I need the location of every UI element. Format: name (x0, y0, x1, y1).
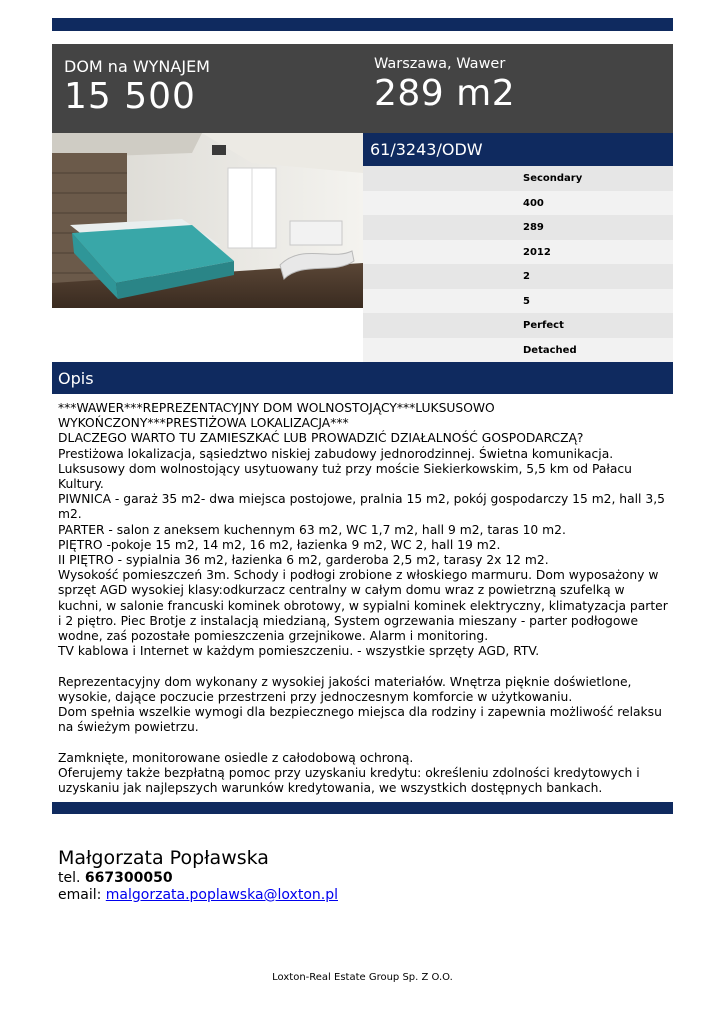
listing-header (52, 44, 673, 133)
offer-type: DOM na WYNAJEM (64, 57, 210, 76)
top-accent-bar (52, 18, 673, 31)
agent-name: Małgorzata Popławska (58, 847, 269, 869)
description-body (58, 401, 668, 796)
email-label: email: (58, 887, 102, 903)
description-title: Opis (58, 369, 94, 388)
phone-label: tel. (58, 870, 81, 886)
location: Warszawa, Wawer (374, 56, 506, 72)
reference-bar (363, 133, 673, 166)
detail-value: 289 (523, 222, 544, 233)
property-photo (52, 133, 363, 308)
price: 15 500 (64, 76, 196, 117)
description-header (52, 362, 673, 394)
detail-row (363, 191, 673, 216)
agent-email-line (58, 887, 338, 904)
description-paragraph: Zamknięte, monitorowane osiedle z całodobową ochroną. Oferujemy także bezpłatną pomoc przy uzyskaniu kredytu: określeniu zdolności kredytowych i uzyskaniu jak najlepszych warunków kredytowania, we wszystkich dostępnych bankach. (58, 750, 640, 796)
detail-value: Detached (523, 344, 577, 356)
agent-phone-line (58, 870, 338, 887)
reference-number: 61/3243/ODW (370, 140, 483, 159)
detail-row (363, 289, 673, 314)
footer-company: Loxton-Real Estate Group Sp. Z O.O. (272, 972, 453, 983)
detail-value: 2012 (523, 246, 551, 258)
agent-email-link[interactable]: malgorzata.poplawska@loxton.pl (105, 887, 338, 903)
description-paragraph: ***WAWER***REPREZENTACYJNY DOM WOLNOSTOJĄCY***LUKSUSOWO WYKOŃCZONY***PRESTIŻOWA LOKALIZACJA*** DLACZEGO WARTO TU ZAMIESZKAĆ LUB PROWADZIĆ DZIAŁALNOŚĆ GOSPODARCZĄ? Prestiżowa lokalizacja, sąsiedztwo niskiej zabudowy jednorodzinnej. Świetna komunikacja. Luksusowy dom wolnostojący usytuowany tuż przy moście Siekierkowskim, 5,5 km od Pałacu Kultury. PIWNICA - garaż 35 m2- dwa miejsca postojowe, pralnia 15 m2, pokój gospodarczy 15 m2, hall 3,5 m2. PARTER - salon z aneksem kuchennym 63 m2, WC 1,7 m2, hall 9 m2, taras 10 m2. PIĘTRO -pokoje 15 m2, 14 m2, 16 m2, łazienka 9 m2, WC 2, hall 19 m2. II PIĘTRO - sypialnia 36 m2, łazienka 6 m2, garderoba 2,5 m2, tarasy 2x 12 m2. Wysokość pomieszczeń 3m. Schody i podłogi zrobione z włoskiego marmuru. Dom wyposażony w sprzęt AGD wysokiej klasy:odkurzacz centralny w całym domu wraz z powietrzną szufelką w kuchni, w salonie francuski kominek obrotowy, w sypialni kominek elektryczny, klimatyzacja parter i 2 piętro. Piec Brotje z instalacją miedzianą, System ogrzewania mieszany - parter podłogowe wodne, zaś pozostałe pomieszczenia grzejnikowe. Alarm i monitoring. TV kablowa i Internet w każdym pomieszczeniu. - wszystkie sprzęty AGD, RTV. (58, 401, 668, 659)
detail-value: Secondary (523, 173, 583, 184)
detail-row (363, 338, 673, 363)
detail-row (363, 313, 673, 338)
agent-contact (58, 846, 338, 904)
detail-row (363, 264, 673, 289)
agent-phone: 667300050 (84, 870, 173, 886)
detail-value: Perfect (523, 320, 564, 331)
detail-value: 2 (523, 271, 530, 282)
detail-row (363, 240, 673, 265)
details-table (363, 166, 673, 362)
detail-row (363, 166, 673, 191)
description-paragraph: Reprezentacyjny dom wykonany z wysokiej jakości materiałów. Wnętrza pięknie doświetlone, wysokie, dające poczucie przestrzeni przy jednoczesnym komforcie w użytkowaniu. Dom spełnia wszelkie wymogi dla bezpiecznego miejsca dla rodziny i zapewnia możliwość relaksu na świeżym powietrzu. (58, 674, 662, 735)
bottom-accent-bar (52, 802, 673, 814)
detail-row (363, 215, 673, 240)
area: 289 m2 (374, 73, 516, 114)
detail-value: 5 (523, 295, 530, 307)
detail-value: 400 (523, 197, 544, 209)
